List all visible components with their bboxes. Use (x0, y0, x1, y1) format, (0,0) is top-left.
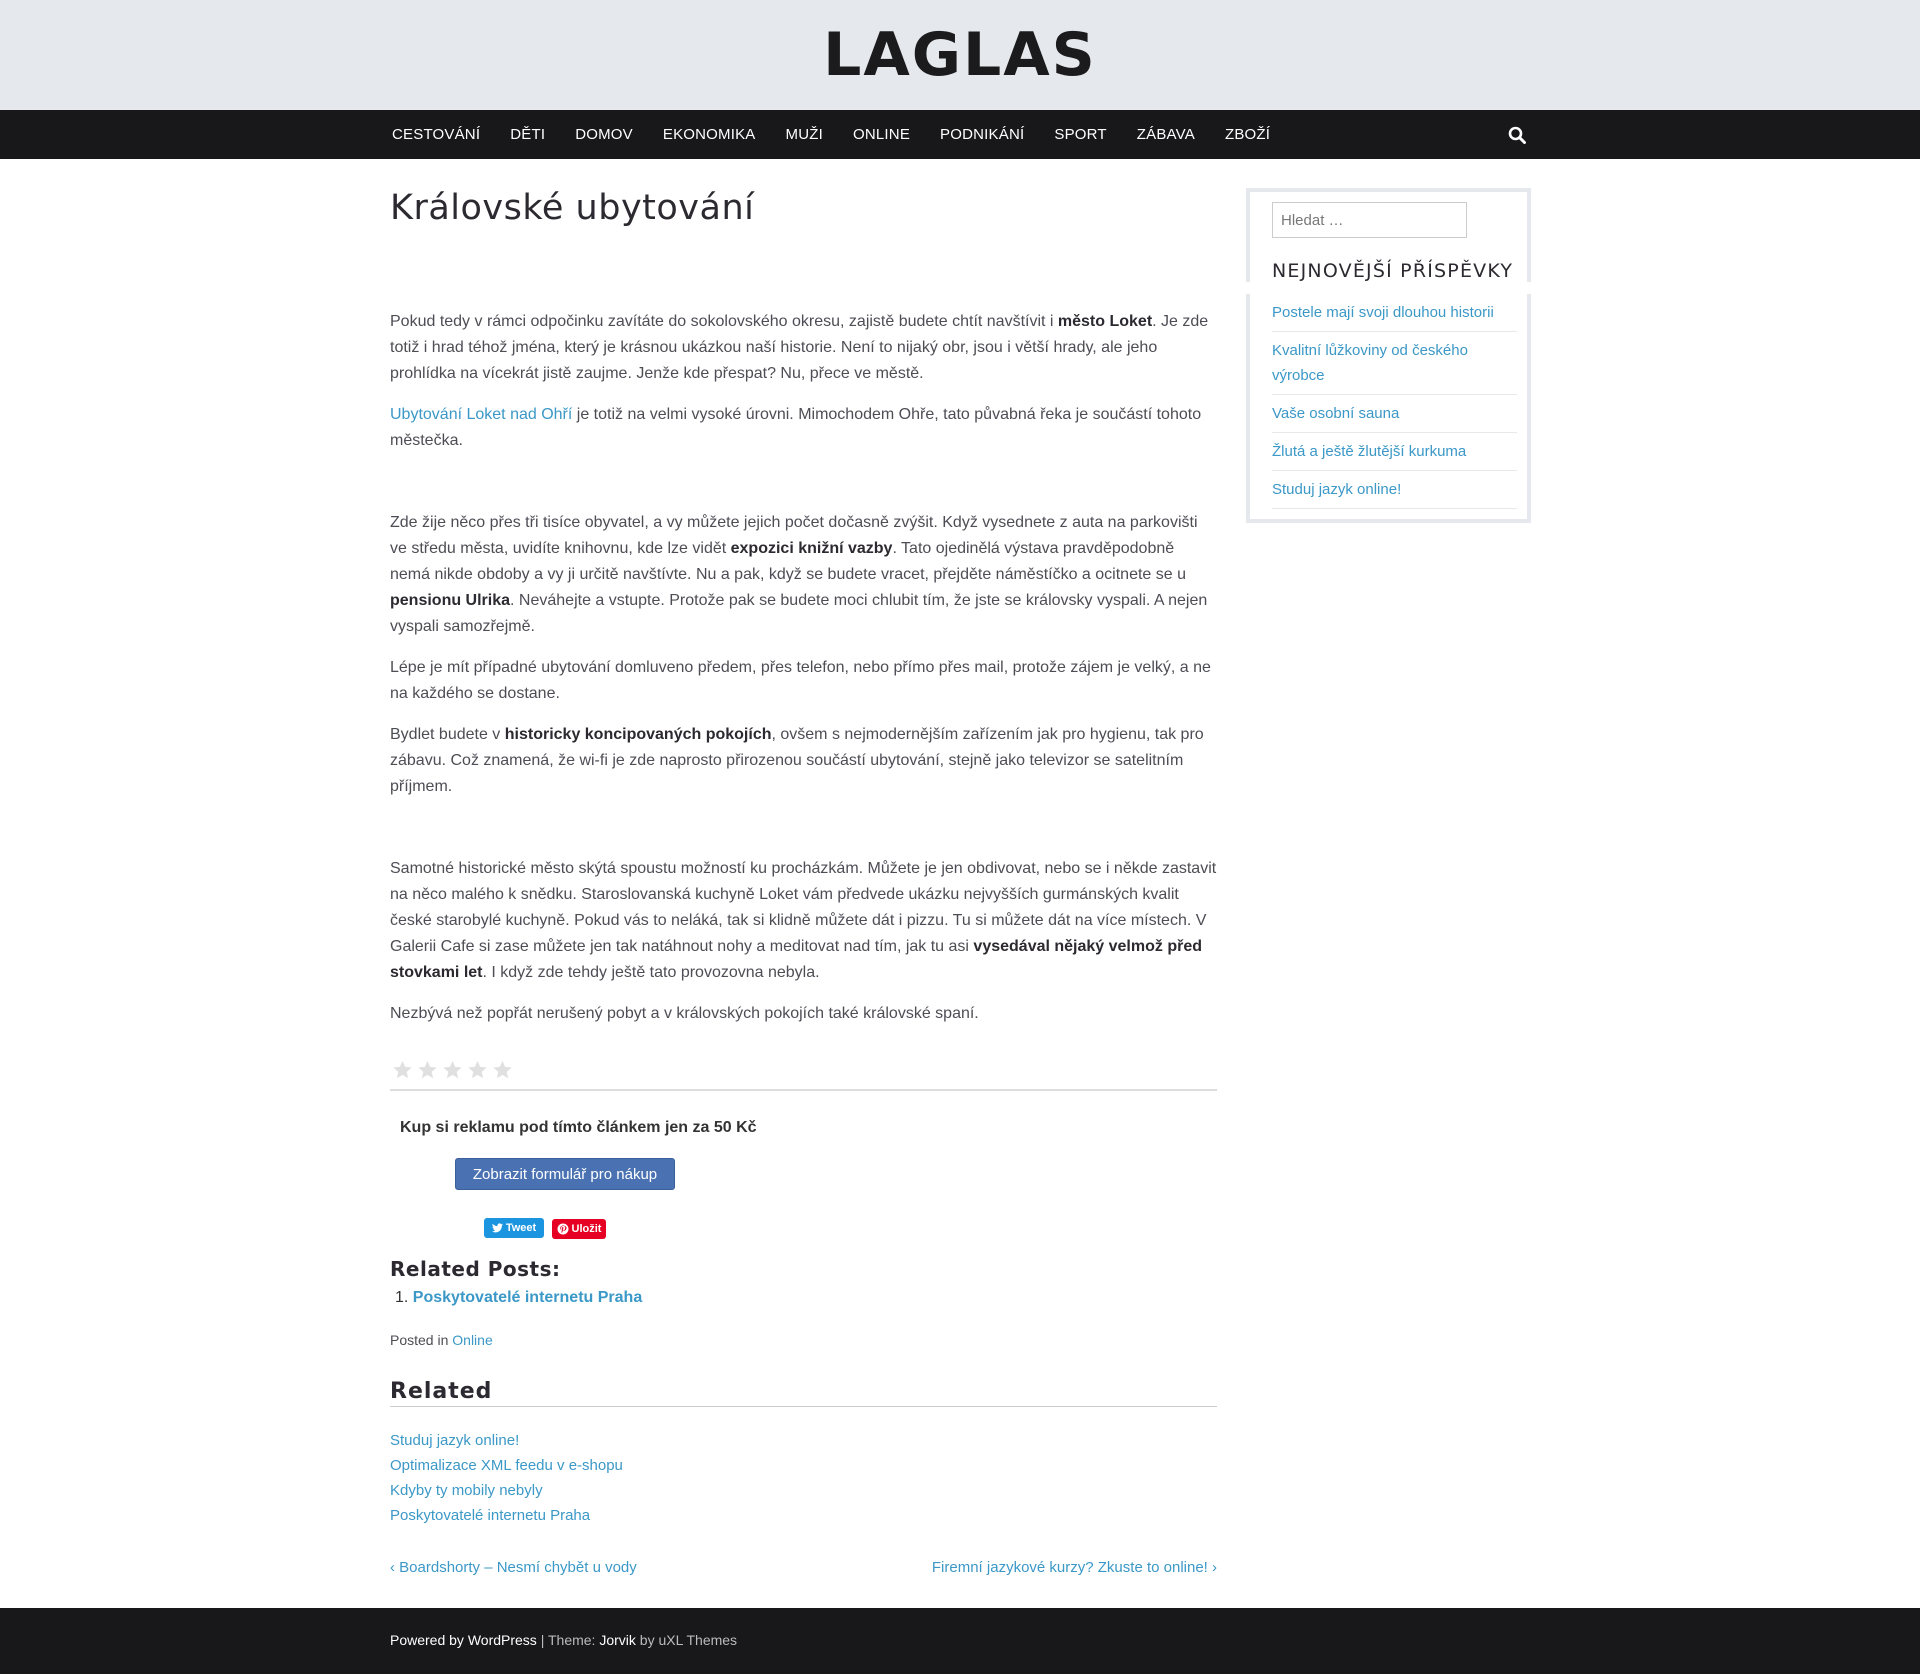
search-widget (1246, 188, 1531, 282)
tweet-button[interactable] (484, 1218, 544, 1238)
related-title: Related (390, 1379, 493, 1404)
nav-item-sport[interactable]: SPORT (1054, 126, 1107, 143)
related-link[interactable]: Optimalizace XML feedu v e-shopu (390, 1457, 623, 1474)
tweet-label: Tweet (505, 1222, 537, 1234)
site-title[interactable]: LAGLAS (823, 20, 1097, 90)
site-footer (0, 1608, 1920, 1674)
star-icon[interactable] (490, 1059, 515, 1081)
paragraph: Zde žije něco přes tři tisíce obyvatel, a vy můžete jejich počet dočasně zvýšit. Když vysednete z auta na parkovišti ve středu města, uvidíte knihovnu, kde lze vidět expozici knižní vazby. Tato ojedinělá výstava pravděpodobně nemá nikde obdoby a vy ji určitě navštívte. Nu a pak, když se budete vracet, přejděte náměstíčko a ocitnete se u pensionu Ulrika. Neváhejte a vstupte. Protože pak se budete moci chlubit tím, že jste se královsky vyspali. A nejen vyspali samozřejmě. (390, 514, 1208, 635)
related-posts-title: Related Posts: (390, 1257, 561, 1281)
pinterest-icon (557, 1223, 569, 1235)
paragraph: Nezbývá než popřát nerušený pobyt a v královských pokojích také královské spaní. (390, 1005, 979, 1022)
nav-item-muzi[interactable]: MUŽI (785, 126, 823, 143)
nav-item-online[interactable]: ONLINE (852, 126, 911, 143)
star-icon[interactable] (440, 1059, 465, 1081)
search-input[interactable] (1272, 202, 1467, 238)
footer-by: by uXL Themes (635, 1632, 738, 1648)
nav-menu (392, 126, 1300, 143)
nav-item-ekonomika[interactable]: EKONOMIKA (662, 126, 756, 143)
star-rating[interactable] (390, 1059, 515, 1081)
recent-post-link[interactable]: Kvalitní lůžkoviny od českého výrobce (1272, 332, 1517, 395)
related-post-link[interactable]: Poskytovatelé internetu Praha (412, 1289, 643, 1306)
buy-ad-button[interactable]: Zobrazit formulář pro nákup (455, 1158, 675, 1190)
previous-post-link[interactable]: ‹ Boardshorty – Nesmí chybět u vody (390, 1559, 637, 1576)
related-link[interactable]: Poskytovatelé internetu Praha (390, 1507, 591, 1524)
post-body-3 (390, 856, 1217, 1042)
main-nav (0, 110, 1920, 159)
related-posts-list (395, 1289, 642, 1307)
recent-post-link[interactable]: Vaše osobní sauna (1272, 395, 1517, 433)
recent-posts-title: NEJNOVĚJŠÍ PŘÍSPĚVKY (1272, 260, 1514, 282)
posted-in (390, 1332, 493, 1348)
wordpress-link[interactable]: Powered by WordPress (390, 1632, 537, 1648)
category-link[interactable]: Online (452, 1332, 493, 1348)
pin-label: Uložit (571, 1223, 602, 1235)
post-body-1 (390, 309, 1217, 469)
divider (390, 1406, 1217, 1407)
divider (390, 1089, 1217, 1091)
related-link[interactable]: Studuj jazyk online! (390, 1432, 520, 1449)
paragraph: Samotné historické město skýtá spoustu možností ku procházkám. Můžete je jen obdivovat, nebo se i někde zastavit na něco malého k snědku. Staroslovanská kuchyně Loket vám předvede ukázku nejvyšších gurmánských kvalit české starobylé kuchyně. Pokud vás to neláká, tak si klidně můžete dát i pizzu. Tu si můžete dát na více místech. V Galerii Cafe si zase můžete jen tak natáhnout nohy a meditovat nad tím, jak tu asi vysedával nějaký velmož před stovkami let. I když zde tehdy ještě tato provozovna nebyla. (390, 860, 1217, 981)
paragraph: Ubytování Loket nad Ohří je totiž na velmi vysoké úrovni. Mimochodem Ohře, tato půvabná řeka je součástí tohoto městečka. (390, 406, 1202, 449)
main-content (390, 159, 1217, 1576)
pinterest-save-button[interactable] (552, 1219, 606, 1239)
nav-item-deti[interactable]: DĚTI (510, 126, 546, 143)
nav-item-domov[interactable]: DOMOV (575, 126, 633, 143)
theme-link[interactable]: Jorvik (599, 1632, 636, 1648)
nav-item-zbozi[interactable]: ZBOŽÍ (1224, 126, 1271, 143)
star-icon[interactable] (415, 1059, 440, 1081)
search-icon[interactable] (1502, 120, 1532, 150)
nav-item-zabava[interactable]: ZÁBAVA (1136, 126, 1195, 143)
sidebar (1246, 188, 1531, 523)
posted-in-label: Posted in (390, 1332, 453, 1348)
related-link[interactable]: Kdyby ty mobily nebyly (390, 1482, 543, 1499)
ad-text: Kup si reklamu pod tímto článkem jen za 50 Kč (400, 1119, 757, 1136)
recent-post-link[interactable]: Postele mají svoji dlouhou historii (1272, 294, 1517, 332)
next-post-link[interactable]: Firemní jazykové kurzy? Zkuste to online! › (931, 1559, 1217, 1576)
footer-sep: | Theme: (536, 1632, 600, 1648)
paragraph: Pokud tedy v rámci odpočinku zavítáte do sokolovského okresu, zajistě budete chtít navštívit i město Loket. Je zde totiž i hrad téhož jména, který je krásnou ukázkou naší historie. Není to nijaký obr, jsou i větší hrady, ale jeho prohlídka na vícekrát jistě zaujme. Jenže kde přespat? Nu, přece ve městě. (390, 313, 1209, 382)
post-title: Královské ubytování (390, 188, 755, 228)
ubytovani-link[interactable]: Ubytování Loket nad Ohří (390, 406, 573, 423)
star-icon[interactable] (390, 1059, 415, 1081)
related-list (390, 1428, 623, 1528)
footer-credits (390, 1608, 1530, 1648)
star-icon[interactable] (465, 1059, 490, 1081)
paragraph: Lépe je mít případné ubytování domluveno předem, přes telefon, nebo přímo přes mail, protože zájem je velký, a ne na každého se dostane. (390, 659, 1211, 702)
twitter-icon (492, 1223, 503, 1233)
content-area (390, 159, 1530, 1608)
nav-item-cestovani[interactable]: CESTOVÁNÍ (392, 126, 481, 143)
list-number: 1. (395, 1289, 413, 1306)
site-header (0, 0, 1920, 110)
nav-item-podnikani[interactable]: PODNIKÁNÍ (940, 126, 1025, 143)
post-body-2 (390, 510, 1217, 815)
paragraph: Bydlet budete v historicky koncipovaných pokojích, ovšem s nejmodernějším zařízením jak pro hygienu, tak pro zábavu. Což znamená, že wi-fi je zde naprosto přirozenou součástí ubytování, stejně jako televizor se satelitním příjmem. (390, 726, 1204, 795)
recent-post-link[interactable]: Žlutá a ještě žlutější kurkuma (1272, 433, 1517, 471)
recent-post-link[interactable]: Studuj jazyk online! (1272, 471, 1517, 509)
recent-posts-widget (1246, 294, 1531, 523)
